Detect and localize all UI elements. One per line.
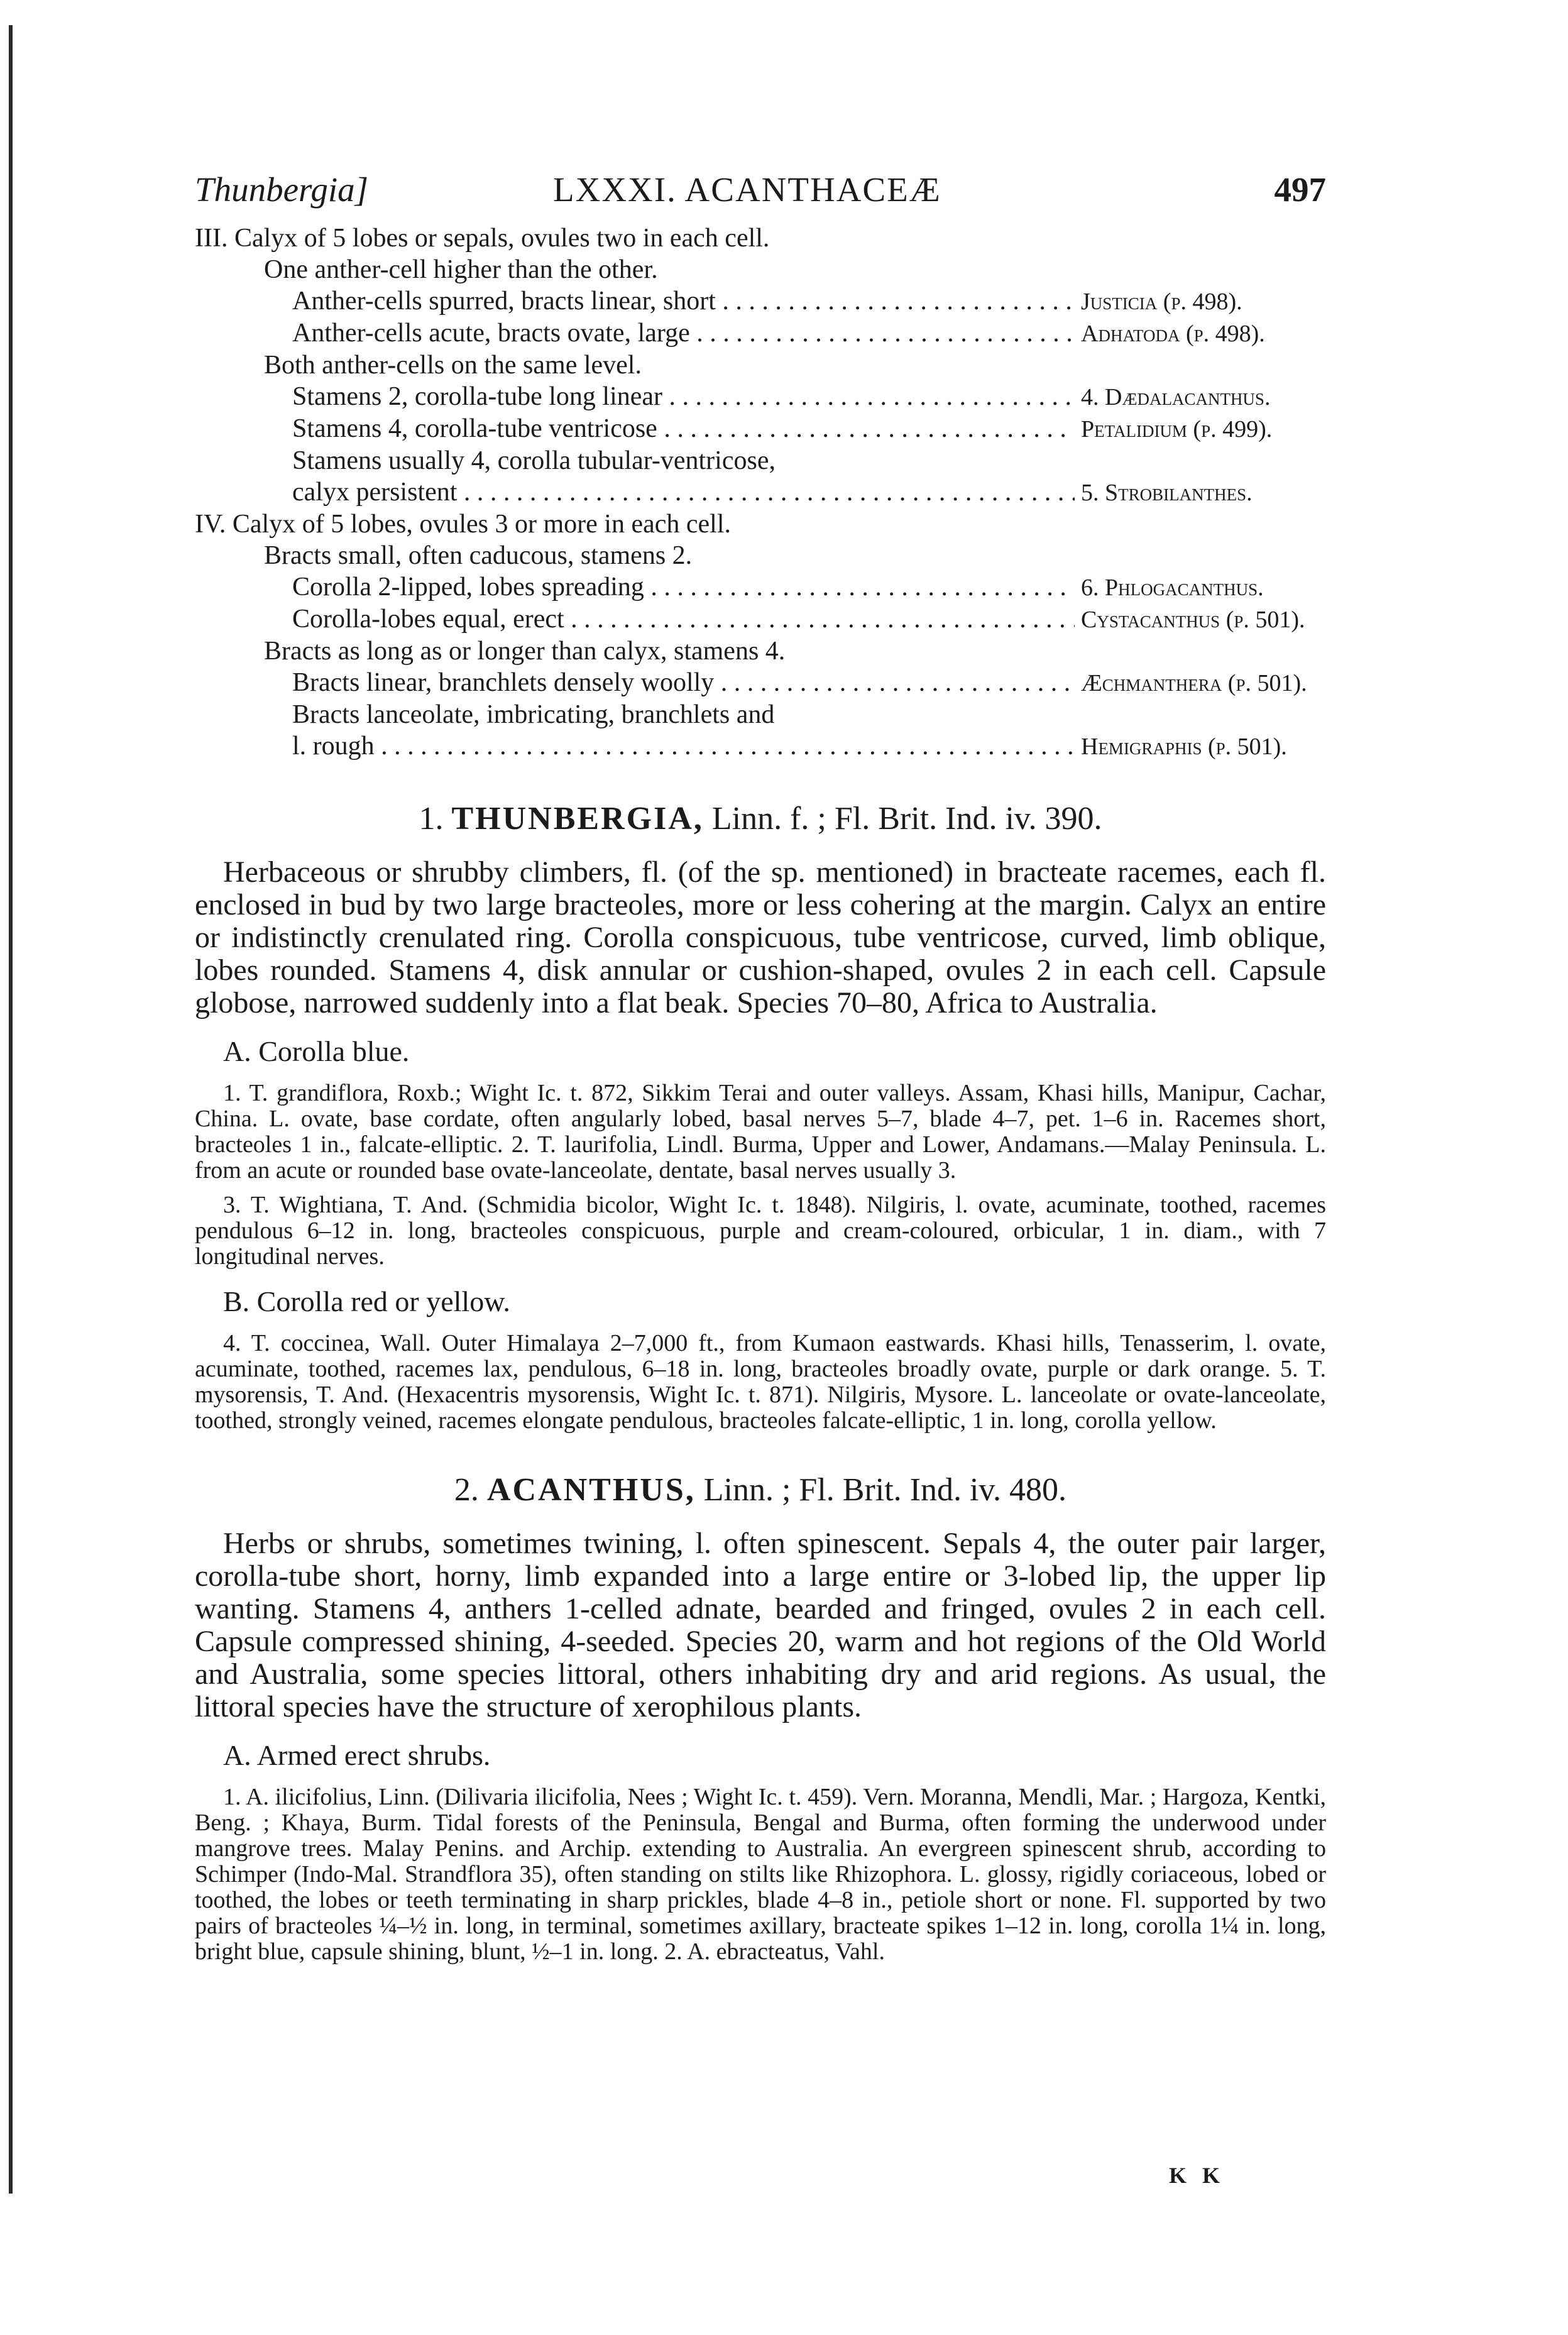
key-row-result: Adhatoda (p. 498). bbox=[1081, 321, 1265, 347]
running-head bbox=[195, 170, 1326, 220]
key-row bbox=[195, 508, 1326, 540]
genus-number: 1. bbox=[419, 801, 452, 837]
genera-section bbox=[195, 800, 1326, 1965]
key-row-result: 4. Dædalacanthus. bbox=[1081, 384, 1271, 410]
signature-mark: K K bbox=[1169, 2163, 1225, 2188]
key-row bbox=[195, 349, 1326, 381]
key-row-result: Petalidium (p. 499). bbox=[1081, 416, 1273, 442]
genus-name: ACANTHUS, bbox=[486, 1472, 696, 1508]
key-row-result: Justicia (p. 498). bbox=[1081, 288, 1242, 315]
key-row-text: IV. Calyx of 5 lobes, ovules 3 or more in each cell. bbox=[195, 510, 732, 539]
key-row-text: l. rough . . . bbox=[292, 730, 1075, 762]
key-row bbox=[195, 476, 1326, 508]
species-entry: 1. T. grandiflora, Roxb.; Wight Ic. t. 872, Sikkim Terai and outer valleys. Assam, Khasi hills, Manipur, Cachar, China. L. ovate, base cordate, often angularly lobed, basal nerves 5–7, blade 4–7, pet. 1–6 in. Racemes short, bracteoles 1 in., falcate-elliptic. 2. T. laurifolia, Lindl. Burma, Upper and Lower, Andamans.—Malay Peninsula. L. from an acute or rounded base ovate-lanceolate, dentate, basal nerves usually 3. bbox=[195, 1080, 1326, 1184]
species-entry: 4. T. coccinea, Wall. Outer Himalaya 2–7,000 ft., from Kumaon eastwards. Khasi hills, Tenasserim, l. ovate, acuminate, toothed, racemes lax, pendulous, 6–18 in. long, bracteoles broadly ovate, purple or dark orange. 5. T. mysorensis, T. And. (Hexacentris mysorensis, Wight Ic. t. 871). Nilgiris, Mysore. L. lanceolate or ovate-lanceolate, toothed, strongly veined, racemes elongate pendulous, bracteoles falcate-elliptic, 1 in. long, corolla yellow. bbox=[195, 1330, 1326, 1434]
key-row-text: Stamens 2, corolla-tube long linear . . . bbox=[292, 381, 1075, 412]
species-entry: 1. A. ilicifolius, Linn. (Dilivaria ilicifolia, Nees ; Wight Ic. t. 459). Vern. Moranna, Mendli, Mar. ; Hargoza, Kentki, Beng. ; Khaya, Burm. Tidal forests of the Peninsula, Bengal and Burma, often forming the underwood under mangrove trees. Malay Penins. and Archip. extending to Australia. An evergreen spinescent shrub, according to Schimper (Indo-Mal. Strandflora 35), often standing on stilts like Rhizophora. L. glossy, rigidly coriaceous, lobed or toothed, the lobes or teeth terminating in sharp prickles, blade 4–8 in., petiole short or none. Fl. supported by two pairs of bracteoles ¼–½ in. long, in terminal, sometimes axillary, bracteate spikes 1–12 in. long, corolla 1¼ in. long, bright blue, capsule shining, blunt, ½–1 in. long. 2. A. ebracteatus, Vahl. bbox=[195, 1784, 1326, 1965]
key-row bbox=[195, 635, 1326, 667]
key-row-text: III. Calyx of 5 lobes or sepals, ovules two in each cell. bbox=[195, 224, 770, 253]
key-row-text: Bracts as long as or longer than calyx, stamens 4. bbox=[264, 637, 786, 666]
key-row bbox=[195, 730, 1326, 762]
key-row-result: 5. Strobilanthes. bbox=[1081, 480, 1253, 506]
key-row bbox=[195, 413, 1326, 445]
genus-authority: Linn. f. ; Fl. Brit. Ind. iv. 390. bbox=[711, 801, 1102, 837]
species-group-label: A. Armed erect shrubs. bbox=[223, 1739, 491, 1771]
key-row bbox=[195, 699, 1326, 730]
key-row-text: Anther-cells spurred, bracts linear, short . . . bbox=[292, 285, 1075, 317]
species-group-label: B. Corolla red or yellow. bbox=[223, 1285, 510, 1317]
key-row-text: Bracts small, often caducous, stamens 2. bbox=[264, 541, 693, 570]
genus-description: Herbaceous or shrubby climbers, fl. (of the sp. mentioned) in bracteate racemes, each fl. enclosed in bud by two large bracteoles, more or less cohering at the margin. Calyx an entire or indistinctly crenulated ring. Corolla conspicuous, tube ventricose, curved, limb oblique, lobes rounded. Stamens 4, disk annular or cushion-shaped, ovules 2 in each cell. Capsule globose, narrowed suddenly into a flat beak. Species 70–80, Africa to Australia. bbox=[195, 855, 1326, 1019]
key-row bbox=[195, 317, 1326, 349]
genus-name: THUNBERGIA, bbox=[451, 801, 704, 837]
key-row-result: 6. Phlogacanthus. bbox=[1081, 574, 1264, 601]
genus-authority: Linn. ; Fl. Brit. Ind. iv. 480. bbox=[703, 1472, 1067, 1508]
key-row-result: Æchmanthera (p. 501). bbox=[1081, 670, 1307, 696]
key-row bbox=[195, 285, 1326, 317]
running-head-genus: Thunbergia] bbox=[195, 170, 369, 209]
key-row bbox=[195, 603, 1326, 635]
key-row-text: Both anther-cells on the same level. bbox=[264, 351, 642, 380]
key-row-text: calyx persistent . . . bbox=[292, 476, 1075, 508]
key-row-text: Bracts lanceolate, imbricating, branchlets and bbox=[292, 700, 775, 729]
key-row-text: One anther-cell higher than the other. bbox=[264, 255, 658, 284]
genus-description: Herbs or shrubs, sometimes twining, l. often spinescent. Sepals 4, the outer pair larger, corolla-tube short, horny, limb expanded into a large entire or 3-lobed lip, the upper lip wanting. Stamens 4, anthers 1-celled adnate, bearded and fringed, ovules 2 in each cell. Capsule compressed shining, 4-seeded. Species 20, warm and hot regions of the Old World and Australia, some species littoral, others inhabiting dry and arid regions. As usual, the littoral species have the structure of xerophilous plants. bbox=[195, 1527, 1326, 1723]
species-group-label: A. Corolla blue. bbox=[223, 1035, 410, 1067]
key-row-text: Stamens 4, corolla-tube ventricose . . . bbox=[292, 413, 1075, 444]
identification-key bbox=[195, 223, 1326, 762]
key-row-text: Corolla-lobes equal, erect . . . bbox=[292, 603, 1075, 635]
key-row-text: Stamens usually 4, corolla tubular-ventricose, bbox=[292, 446, 776, 475]
key-row bbox=[195, 667, 1326, 699]
key-row-text: Anther-cells acute, bracts ovate, large . . . bbox=[292, 317, 1075, 349]
key-row-result: Cystacanthus (p. 501). bbox=[1081, 607, 1305, 633]
key-row bbox=[195, 540, 1326, 571]
book-page bbox=[195, 170, 1326, 1974]
species-entry: 3. T. Wightiana, T. And. (Schmidia bicolor, Wight Ic. t. 1848). Nilgiris, l. ovate, acuminate, toothed, racemes pendulous 6–12 in. long, bracteoles conspicuous, purple and cream-coloured, orbicular, 1 in. diam., with 7 longitudinal nerves. bbox=[195, 1192, 1326, 1270]
key-row bbox=[195, 571, 1326, 603]
key-row-text: Corolla 2-lipped, lobes spreading . . . bbox=[292, 571, 1075, 603]
key-row-text: Bracts linear, branchlets densely woolly . . . bbox=[292, 667, 1075, 698]
genus-title bbox=[195, 800, 1326, 837]
key-row bbox=[195, 254, 1326, 285]
key-row bbox=[195, 445, 1326, 476]
key-row bbox=[195, 381, 1326, 413]
page-number: 497 bbox=[1274, 170, 1326, 209]
genus-number: 2. bbox=[454, 1472, 487, 1508]
running-head-family: LXXXI. ACANTHACEÆ bbox=[553, 170, 941, 209]
genus-title bbox=[195, 1471, 1326, 1508]
key-row-result: Hemigraphis (p. 501). bbox=[1081, 733, 1287, 760]
page-edge-shadow bbox=[9, 25, 13, 2194]
key-row bbox=[195, 223, 1326, 254]
